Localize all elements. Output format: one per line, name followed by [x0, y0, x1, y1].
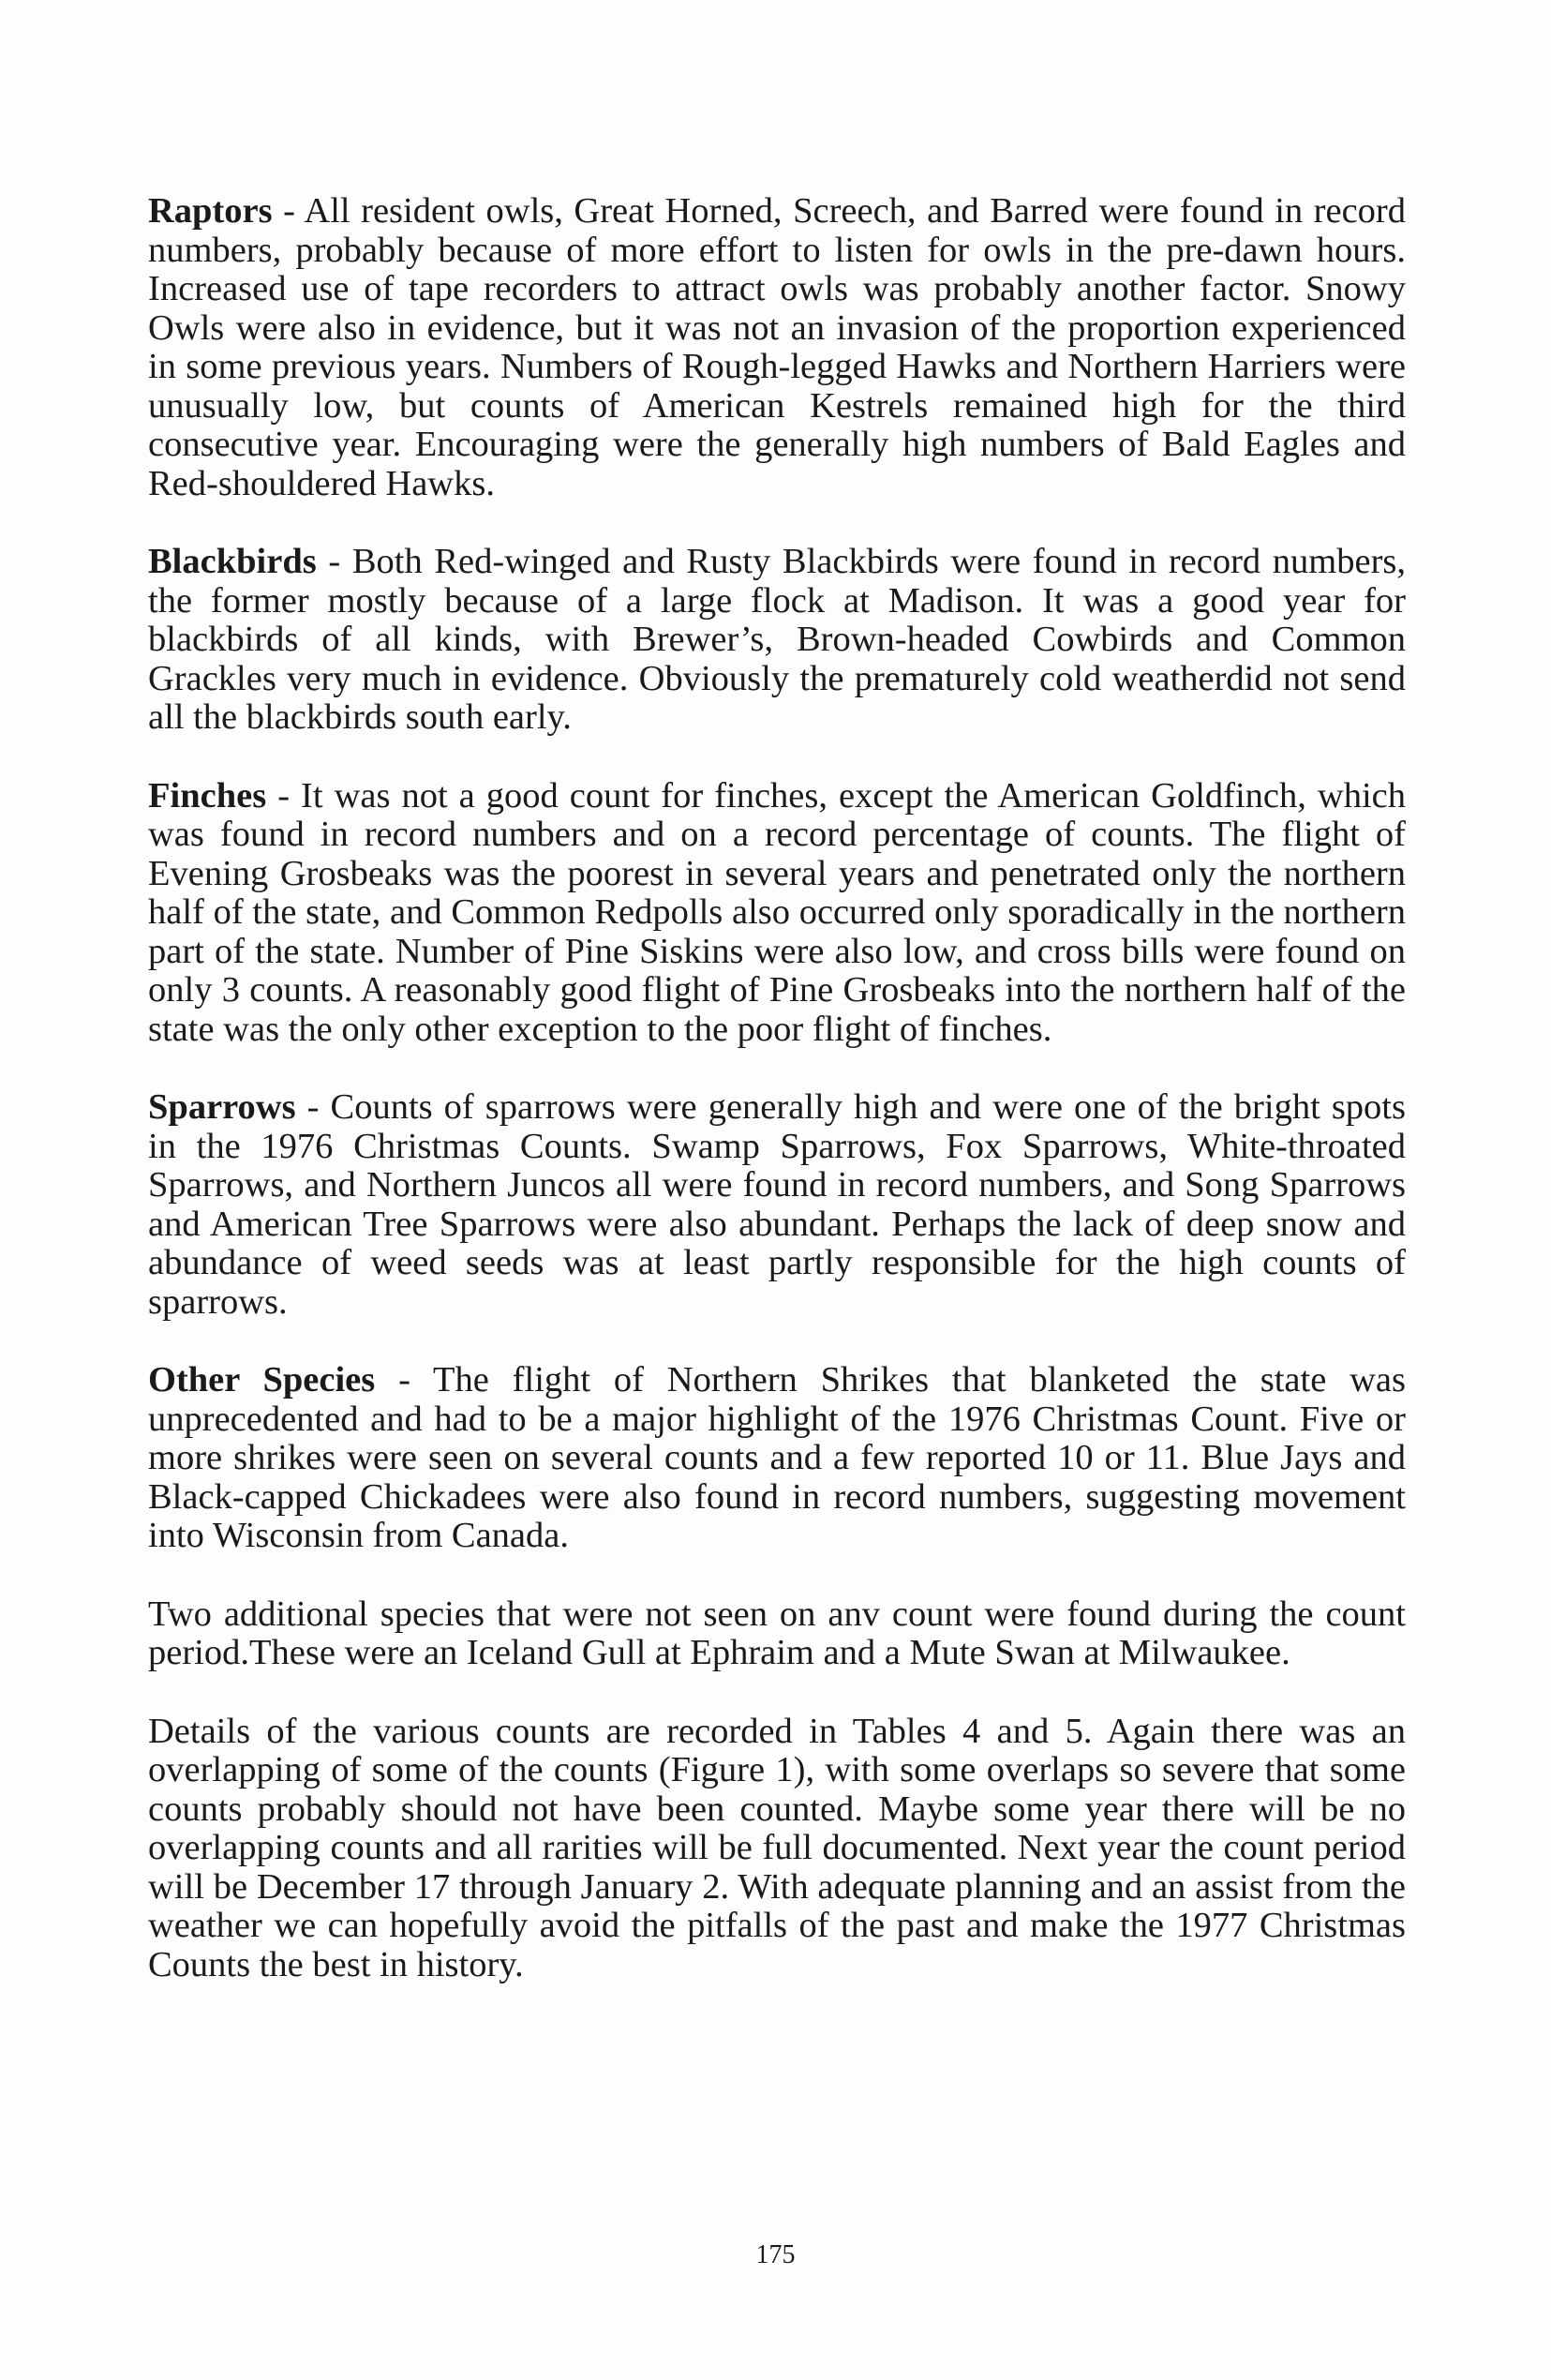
- heading-other-species: Other Species: [148, 1360, 376, 1400]
- heading-raptors: Raptors: [148, 191, 273, 231]
- separator: -: [272, 191, 305, 231]
- heading-finches: Finches: [148, 775, 267, 816]
- page-number: 175: [755, 2240, 796, 2269]
- heading-sparrows: Sparrows: [148, 1087, 296, 1127]
- paragraph-text: Details of the various counts are recorded in Tables 4 and 5. Again there was an overlapping of some of the counts (Figure 1), with some overlaps so severe that some counts probably should not have been counted. Maybe some year there will be no overlapping counts and all rarities will be full documented. Next year the count period will be December 17 through January 2. With adequate planning and an assist from the weather we can hopefully avoid the pitfalls of the past and make the 1977 Christmas Counts the best in history.: [148, 1711, 1406, 1984]
- paragraph-raptors: [148, 192, 1406, 503]
- body-text: [148, 192, 1406, 2024]
- paragraph-details: [148, 1713, 1406, 1985]
- paragraph-text: The flight of Northern Shrikes that blanketed the state was unprecedented and had to be a major highlight of the 1976 Christmas Count. Five or more shrikes were seen on several counts and a few reported 10 or 11. Blue Jays and Black-capped Chickadees were also found in record numbers, suggesting movement into Wisconsin from Canada.: [148, 1360, 1406, 1555]
- paragraph-text: It was not a good count for finches, except the American Goldfinch, which was found in record numbers and on a record percentage of counts. The flight of Evening Grosbeaks was the poorest in several years and penetrated only the northern half of the state, and Common Redpolls also occurred only sporadically in the northern part of the state. Number of Pine Siskins were also low, and cross bills were found on only 3 counts. A reasonably good flight of Pine Grosbeaks into the northern half of the state was the only other exception to the poor flight of finches.: [148, 775, 1406, 1049]
- separator: -: [316, 542, 352, 581]
- paragraph-text: Both Red-winged and Rusty Blackbirds were found in record numbers, the former mostly because of a large flock at Madison. It was a good year for blackbirds of all kinds, with Brewer’s, Brown-headed Cowbirds and Common Grackles very much in evidence. Obviously the prematurely cold weatherdid not send all the blackbirds south early.: [148, 542, 1406, 737]
- separator: -: [295, 1087, 331, 1127]
- heading-blackbirds: Blackbirds: [148, 542, 317, 581]
- paragraph-text: Counts of sparrows were generally high and were one of the bright spots in the 1976 Christmas Counts. Swamp Sparrows, Fox Sparrows, White-throated Sparrows, and Northern Juncos all were found in record numbers, and Song Sparrows and American Tree Sparrows were also abundant. Perhaps the lack of deep snow and abundance of weed seeds was at least partly responsible for the high counts of sparrows.: [148, 1087, 1406, 1322]
- paragraph-text: All resident owls, Great Horned, Screech, and Barred were found in record numbers, probably because of more effort to listen for owls in the pre-dawn hours. Increased use of tape recorders to attract owls was probably another factor. Snowy Owls were also in evidence, but it was not an invasion of the proportion experienced in some previous years. Numbers of Rough-legged Hawks and Northern Harriers were unusually low, but counts of American Kestrels remained high for the third consecutive year. Encouraging were the generally high numbers of Bald Eagles and Red-shouldered Hawks.: [148, 191, 1406, 503]
- separator: -: [375, 1360, 434, 1400]
- paragraph-finches: [148, 777, 1406, 1050]
- paragraph-text: Two additional species that were not seen on anv count were found during the count period.These were an Iceland Gull at Ephraim and a Mute Swan at Milwaukee.: [148, 1594, 1406, 1672]
- paragraph-blackbirds: [148, 543, 1406, 738]
- separator: -: [266, 775, 302, 816]
- paragraph-other-species: [148, 1361, 1406, 1556]
- paragraph-additional-species: [148, 1595, 1406, 1673]
- paragraph-sparrows: [148, 1088, 1406, 1322]
